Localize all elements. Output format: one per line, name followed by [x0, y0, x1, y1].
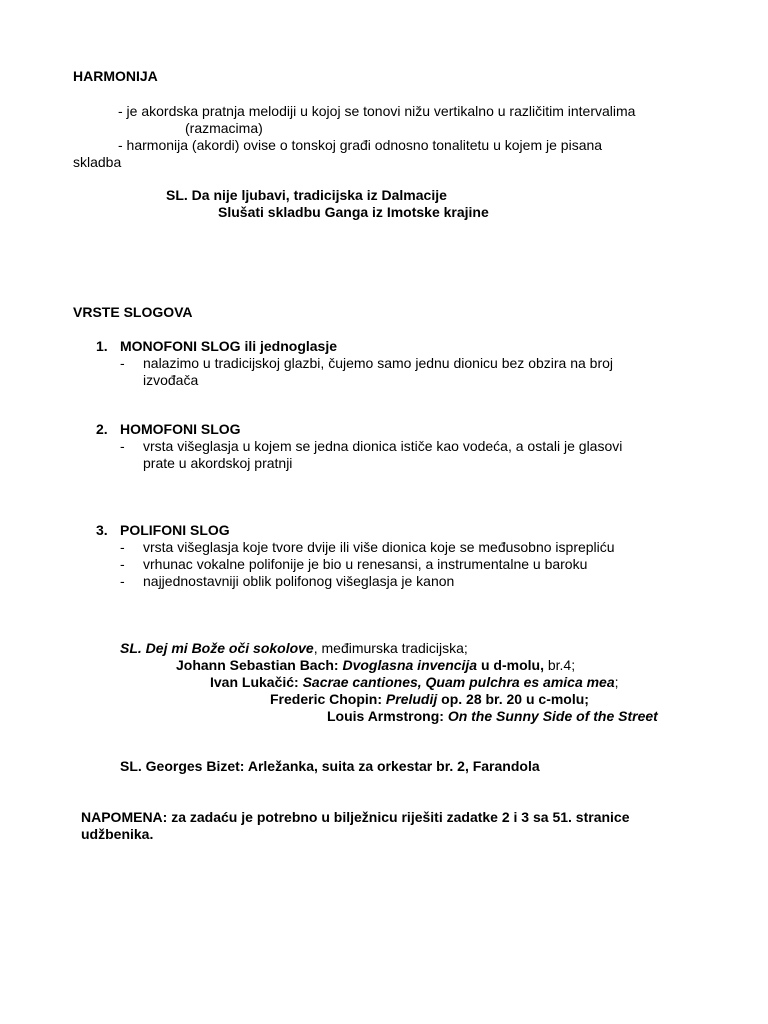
example-armstrong-artist: Louis Armstrong: [327, 708, 448, 724]
example-chopin-composer: Frederic Chopin: [270, 691, 386, 707]
section-1-item: nalazimo u tradicijskoj glazbi, čujemo samo jednu dionicu bez obzira na broj [143, 355, 614, 371]
example-lukacic-work: Sacrae cantiones, Quam pulchra es amica mea [302, 674, 615, 690]
example-bach-key: u d-molu, [477, 657, 548, 673]
heading-harmonija: HARMONIJA [73, 68, 158, 84]
section-3-item-3: najjednostavniji oblik polifonog višeglasja je kanon [143, 573, 455, 589]
example-bach-work: Dvoglasna invencija [342, 657, 478, 673]
example-dej-mi-boze [120, 640, 468, 657]
heading-vrste-slogova: VRSTE SLOGOVA [73, 304, 193, 320]
example-chopin-details: op. 28 br. 20 u c-molu; [437, 691, 589, 707]
section-1-bullet: - [120, 355, 125, 371]
section-2-number: 2. [96, 421, 108, 437]
example-dej-mi-boze-title: SL. Dej mi Bože oči sokolove [120, 640, 314, 656]
harmonija-chords-continuation: skladba [73, 154, 122, 170]
napomena-line-1: NAPOMENA: za zadaću je potrebno u bilježnicu riješiti zadatke 2 i 3 sa 51. stranice [81, 809, 630, 825]
section-2-item: vrsta višeglasja u kojem se jedna dionica ističe kao vodeća, a ostali je glasovi [143, 438, 623, 454]
example-lukacic-composer: Ivan Lukačić: [210, 674, 303, 690]
example-bach [176, 657, 575, 674]
section-3-title: POLIFONI SLOG [120, 522, 230, 538]
example-bach-composer: Johann Sebastian Bach: [176, 657, 343, 673]
section-3-bullet-3: - [120, 573, 125, 589]
example-chopin-work: Preludij [385, 691, 438, 707]
section-3-item-2: vrhunac vokalne polifonije je bio u renesansi, a instrumentalne u baroku [143, 556, 588, 572]
section-2-title: HOMOFONI SLOG [120, 421, 241, 437]
example-dej-mi-boze-origin: , međimurska tradicijska; [313, 640, 468, 656]
example-lukacic [210, 674, 619, 691]
example-armstrong [327, 708, 658, 725]
harmonija-example-1: SL. Da nije ljubavi, tradicijska iz Dalmacije [166, 187, 447, 203]
example-bizet: SL. Georges Bizet: Arležanka, suita za orkestar br. 2, Farandola [120, 758, 540, 774]
example-armstrong-work: On the Sunny Side of the Street [447, 708, 658, 724]
section-1-item-continuation: izvođača [143, 372, 199, 388]
harmonija-definition-continuation: (razmacima) [185, 120, 263, 136]
section-1-number: 1. [96, 338, 108, 354]
section-3-bullet-1: - [120, 539, 125, 555]
example-chopin [270, 691, 589, 708]
section-2-item-continuation: prate u akordskoj pratnji [143, 455, 293, 471]
section-3-bullet-2: - [120, 556, 125, 572]
section-2-bullet: - [120, 438, 125, 454]
napomena-line-2: udžbenika. [81, 826, 154, 842]
section-3-item-1: vrsta višeglasja koje tvore dvije ili više dionica koje se međusobno isprepliću [143, 539, 615, 555]
example-lukacic-end: ; [614, 674, 619, 690]
harmonija-example-2: Slušati skladbu Ganga iz Imotske krajine [218, 204, 489, 220]
section-3-number: 3. [96, 522, 108, 538]
example-bach-number: br.4; [547, 657, 576, 673]
section-1-title: MONOFONI SLOG ili jednoglasje [120, 338, 338, 354]
harmonija-definition-line: - je akordska pratnja melodiji u kojoj se tonovi nižu vertikalno u različitim intervalima [118, 103, 636, 119]
harmonija-chords-line: - harmonija (akordi) ovise o tonskoj građi odnosno tonalitetu u kojem je pisana [118, 137, 603, 153]
